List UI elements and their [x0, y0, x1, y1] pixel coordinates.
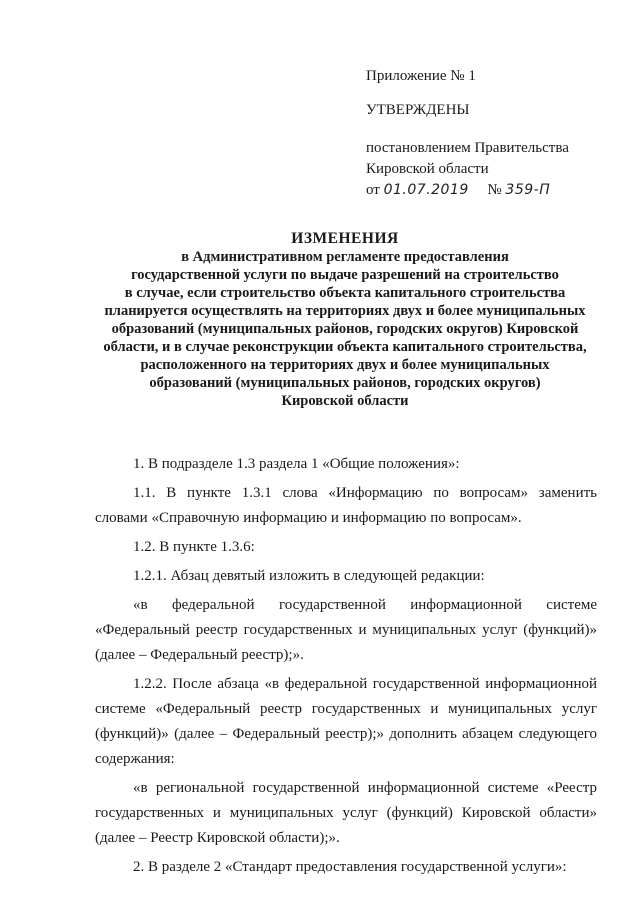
approved-by-line-2: Кировской области [366, 161, 489, 177]
paragraph-2: 2. В разделе 2 «Стандарт предоставления государственной услуги»: [133, 859, 567, 875]
approval-block [366, 66, 616, 201]
title-heading: ИЗМЕНЕНИЯ [291, 230, 399, 247]
title-line: государственной услуги по выдаче разрешений на строительство [131, 267, 559, 283]
title-line: образований (муниципальных районов, городских округов) Кировской [111, 321, 579, 337]
title-line: в случае, если строительство объекта капитального строительства [124, 285, 566, 301]
title-line: в Административном регламенте предоставления [181, 249, 509, 265]
handwritten-number: 359-П [505, 182, 551, 198]
paragraph-1-2-2: 1.2.2. После абзаца «в федеральной государственной информационной системе «Федеральный реестр государственных и муниципальных услуг (функций)» (далее – Федеральный реестр);» дополнить абзацем следующего содержания: [95, 676, 597, 767]
number-label: № [487, 182, 502, 198]
appendix-label: Приложение № 1 [366, 68, 476, 84]
title-line: области, и в случае реконструкции объекта капитального строительства, [103, 339, 587, 355]
title-line: расположенного на территориях двух и более муниципальных [140, 357, 550, 373]
handwritten-date: 01.07.2019 [383, 182, 469, 198]
paragraph-quote-2: «в региональной государственной информационной системе «Реестр государственных и муниципальных услуг (функций) Кировской области» (далее – Реестр Кировской области);». [95, 780, 597, 846]
paragraph-quote-1: «в федеральной государственной информационной системе «Федеральный реестр государственных и муниципальных услуг (функций)» (далее – Федеральный реестр);». [95, 597, 597, 663]
approved-by-line-1: постановлением Правительства [366, 140, 569, 156]
approved-label: УТВЕРЖДЕНЫ [366, 102, 470, 118]
date-number-line [366, 180, 616, 201]
title-line: образований (муниципальных районов, городских округов) [149, 375, 541, 391]
title-line: планируется осуществлять на территориях двух и более муниципальных [104, 303, 586, 319]
paragraph-1-2-1: 1.2.1. Абзац девятый изложить в следующей редакции: [133, 568, 485, 584]
document-title [90, 229, 600, 410]
paragraph-1-2: 1.2. В пункте 1.3.6: [133, 539, 255, 555]
paragraph-1: 1. В подразделе 1.3 раздела 1 «Общие положения»: [133, 456, 460, 472]
document-body [95, 452, 597, 884]
date-prefix: от [366, 182, 380, 198]
paragraph-1-1: 1.1. В пункте 1.3.1 слова «Информацию по вопросам» заменить словами «Справочную информацию и информацию по вопросам». [95, 485, 597, 526]
title-line: Кировской области [281, 393, 409, 409]
